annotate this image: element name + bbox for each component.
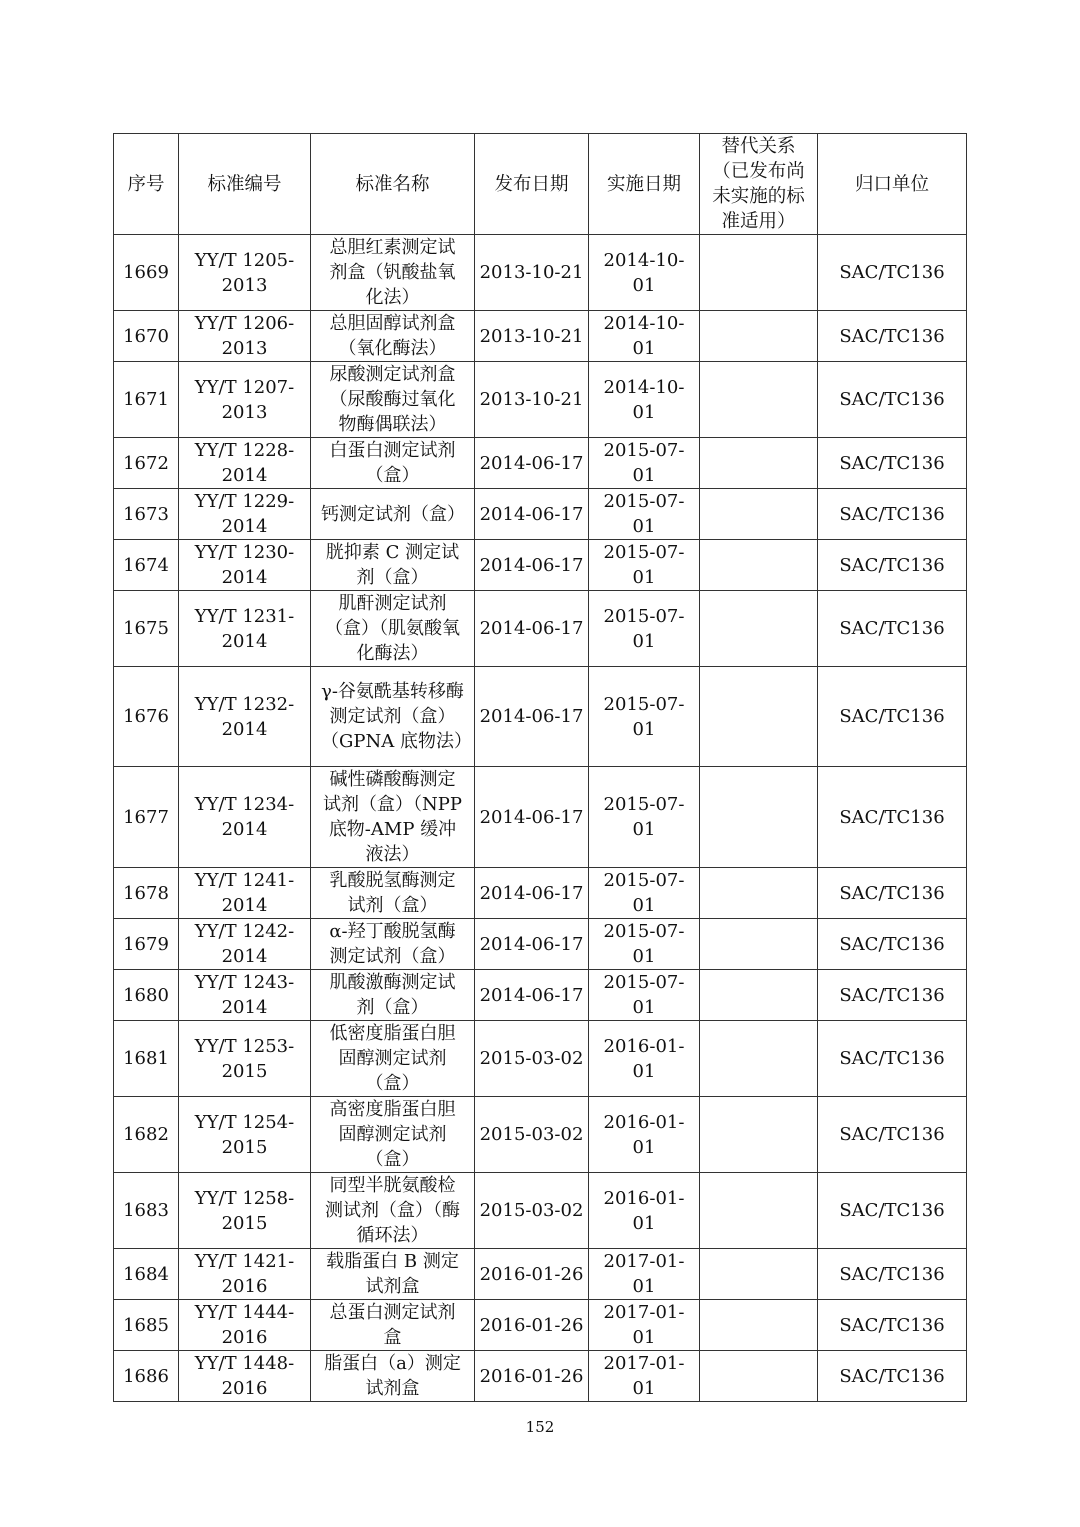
- table-row: [114, 667, 967, 767]
- cell-standard-code: YY/T 1421-2016: [179, 1249, 311, 1300]
- cell-standard-code: YY/T 1234-2014: [179, 767, 311, 868]
- cell-implement-date: 2016-01-01: [589, 1097, 700, 1173]
- table-row: [114, 311, 967, 362]
- header-publish-date: 发布日期: [475, 134, 589, 235]
- cell-standard-code: YY/T 1205-2013: [179, 235, 311, 311]
- cell-implement-date: 2016-01-01: [589, 1021, 700, 1097]
- table-row: [114, 1351, 967, 1402]
- cell-implement-date: 2017-01-01: [589, 1249, 700, 1300]
- cell-unit: SAC/TC136: [818, 540, 967, 591]
- cell-implement-date: 2015-07-01: [589, 970, 700, 1021]
- table-row: [114, 767, 967, 868]
- cell-publish-date: 2014-06-17: [475, 438, 589, 489]
- header-replacement: 替代关系（已发布尚未实施的标准适用）: [700, 134, 818, 235]
- cell-publish-date: 2014-06-17: [475, 970, 589, 1021]
- cell-implement-date: 2015-07-01: [589, 767, 700, 868]
- table-body: [114, 235, 967, 1402]
- cell-unit: SAC/TC136: [818, 1351, 967, 1402]
- cell-serial: 1679: [114, 919, 179, 970]
- cell-unit: SAC/TC136: [818, 767, 967, 868]
- table-row: [114, 438, 967, 489]
- cell-serial: 1680: [114, 970, 179, 1021]
- cell-publish-date: 2013-10-21: [475, 235, 589, 311]
- cell-serial: 1683: [114, 1173, 179, 1249]
- cell-implement-date: 2014-10-01: [589, 311, 700, 362]
- cell-serial: 1674: [114, 540, 179, 591]
- table-row: [114, 362, 967, 438]
- cell-publish-date: 2015-03-02: [475, 1021, 589, 1097]
- cell-implement-date: 2017-01-01: [589, 1300, 700, 1351]
- cell-unit: SAC/TC136: [818, 489, 967, 540]
- cell-standard-name: 低密度脂蛋白胆固醇测定试剂（盒）: [311, 1021, 475, 1097]
- cell-standard-code: YY/T 1243-2014: [179, 970, 311, 1021]
- cell-standard-code: YY/T 1206-2013: [179, 311, 311, 362]
- cell-unit: SAC/TC136: [818, 1021, 967, 1097]
- cell-standard-code: YY/T 1448-2016: [179, 1351, 311, 1402]
- cell-unit: SAC/TC136: [818, 970, 967, 1021]
- cell-serial: 1670: [114, 311, 179, 362]
- header-implement-date: 实施日期: [589, 134, 700, 235]
- cell-implement-date: 2015-07-01: [589, 667, 700, 767]
- cell-implement-date: 2015-07-01: [589, 591, 700, 667]
- cell-unit: SAC/TC136: [818, 1173, 967, 1249]
- header-unit: 归口单位: [818, 134, 967, 235]
- table-row: [114, 1173, 967, 1249]
- cell-unit: SAC/TC136: [818, 868, 967, 919]
- table-row: [114, 1300, 967, 1351]
- cell-standard-code: YY/T 1228-2014: [179, 438, 311, 489]
- cell-standard-name: 高密度脂蛋白胆固醇测定试剂（盒）: [311, 1097, 475, 1173]
- cell-implement-date: 2017-01-01: [589, 1351, 700, 1402]
- cell-serial: 1684: [114, 1249, 179, 1300]
- cell-standard-name: 肌酸激酶测定试剂（盒）: [311, 970, 475, 1021]
- cell-standard-name: α-羟丁酸脱氢酶测定试剂（盒）: [311, 919, 475, 970]
- cell-implement-date: 2016-01-01: [589, 1173, 700, 1249]
- cell-standard-code: YY/T 1231-2014: [179, 591, 311, 667]
- cell-replacement: [700, 1021, 818, 1097]
- cell-replacement: [700, 489, 818, 540]
- cell-serial: 1682: [114, 1097, 179, 1173]
- table-row: [114, 489, 967, 540]
- cell-serial: 1677: [114, 767, 179, 868]
- cell-unit: SAC/TC136: [818, 919, 967, 970]
- cell-publish-date: 2016-01-26: [475, 1351, 589, 1402]
- cell-replacement: [700, 540, 818, 591]
- cell-replacement: [700, 311, 818, 362]
- cell-replacement: [700, 1173, 818, 1249]
- cell-standard-code: YY/T 1232-2014: [179, 667, 311, 767]
- cell-standard-name: 总胆固醇试剂盒（氧化酶法）: [311, 311, 475, 362]
- cell-standard-code: YY/T 1242-2014: [179, 919, 311, 970]
- cell-unit: SAC/TC136: [818, 438, 967, 489]
- cell-serial: 1681: [114, 1021, 179, 1097]
- cell-standard-code: YY/T 1254-2015: [179, 1097, 311, 1173]
- cell-standard-name: γ-谷氨酰基转移酶测定试剂（盒）（GPNA 底物法）: [311, 667, 475, 767]
- cell-standard-code: YY/T 1207-2013: [179, 362, 311, 438]
- cell-standard-name: 乳酸脱氢酶测定试剂（盒）: [311, 868, 475, 919]
- cell-publish-date: 2014-06-17: [475, 540, 589, 591]
- cell-publish-date: 2014-06-17: [475, 591, 589, 667]
- table-row: [114, 868, 967, 919]
- table-header: [114, 134, 967, 235]
- cell-serial: 1672: [114, 438, 179, 489]
- cell-implement-date: 2015-07-01: [589, 438, 700, 489]
- cell-replacement: [700, 767, 818, 868]
- cell-implement-date: 2015-07-01: [589, 919, 700, 970]
- cell-replacement: [700, 362, 818, 438]
- cell-replacement: [700, 1097, 818, 1173]
- cell-publish-date: 2014-06-17: [475, 489, 589, 540]
- cell-standard-name: 胱抑素 C 测定试剂（盒）: [311, 540, 475, 591]
- table-row: [114, 1249, 967, 1300]
- cell-serial: 1686: [114, 1351, 179, 1402]
- cell-implement-date: 2014-10-01: [589, 362, 700, 438]
- cell-standard-name: 总蛋白测定试剂盒: [311, 1300, 475, 1351]
- cell-serial: 1675: [114, 591, 179, 667]
- cell-standard-name: 碱性磷酸酶测定试剂（盒）（NPP 底物-AMP 缓冲液法）: [311, 767, 475, 868]
- cell-standard-name: 尿酸测定试剂盒（尿酸酶过氧化物酶偶联法）: [311, 362, 475, 438]
- cell-standard-code: YY/T 1258-2015: [179, 1173, 311, 1249]
- header-standard-code: 标准编号: [179, 134, 311, 235]
- cell-standard-name: 肌酐测定试剂（盒）（肌氨酸氧化酶法）: [311, 591, 475, 667]
- cell-implement-date: 2015-07-01: [589, 489, 700, 540]
- cell-standard-name: 脂蛋白（a）测定试剂盒: [311, 1351, 475, 1402]
- cell-serial: 1685: [114, 1300, 179, 1351]
- cell-standard-name: 白蛋白测定试剂（盒）: [311, 438, 475, 489]
- table-row: [114, 1021, 967, 1097]
- cell-publish-date: 2014-06-17: [475, 919, 589, 970]
- table-row: [114, 591, 967, 667]
- cell-unit: SAC/TC136: [818, 667, 967, 767]
- cell-replacement: [700, 1351, 818, 1402]
- cell-standard-name: 钙测定试剂（盒）: [311, 489, 475, 540]
- cell-standard-name: 载脂蛋白 B 测定试剂盒: [311, 1249, 475, 1300]
- cell-standard-code: YY/T 1230-2014: [179, 540, 311, 591]
- cell-implement-date: 2015-07-01: [589, 868, 700, 919]
- standards-table: [113, 133, 967, 1402]
- cell-publish-date: 2016-01-26: [475, 1300, 589, 1351]
- cell-unit: SAC/TC136: [818, 311, 967, 362]
- table-row: [114, 235, 967, 311]
- cell-replacement: [700, 919, 818, 970]
- cell-replacement: [700, 438, 818, 489]
- cell-publish-date: 2014-06-17: [475, 868, 589, 919]
- table-row: [114, 1097, 967, 1173]
- cell-standard-code: YY/T 1253-2015: [179, 1021, 311, 1097]
- cell-replacement: [700, 667, 818, 767]
- cell-publish-date: 2014-06-17: [475, 667, 589, 767]
- cell-serial: 1669: [114, 235, 179, 311]
- cell-implement-date: 2014-10-01: [589, 235, 700, 311]
- cell-unit: SAC/TC136: [818, 235, 967, 311]
- header-serial: 序号: [114, 134, 179, 235]
- cell-replacement: [700, 1249, 818, 1300]
- cell-standard-name: 同型半胱氨酸检测试剂（盒）（酶循环法）: [311, 1173, 475, 1249]
- cell-publish-date: 2013-10-21: [475, 311, 589, 362]
- cell-publish-date: 2015-03-02: [475, 1097, 589, 1173]
- cell-publish-date: 2015-03-02: [475, 1173, 589, 1249]
- cell-serial: 1673: [114, 489, 179, 540]
- cell-standard-code: YY/T 1229-2014: [179, 489, 311, 540]
- cell-unit: SAC/TC136: [818, 1097, 967, 1173]
- cell-replacement: [700, 868, 818, 919]
- cell-standard-code: YY/T 1444-2016: [179, 1300, 311, 1351]
- page-number: 152: [525, 1418, 555, 1436]
- cell-standard-name: 总胆红素测定试剂盒（钒酸盐氧化法）: [311, 235, 475, 311]
- cell-unit: SAC/TC136: [818, 1300, 967, 1351]
- cell-serial: 1676: [114, 667, 179, 767]
- cell-publish-date: 2014-06-17: [475, 767, 589, 868]
- cell-standard-code: YY/T 1241-2014: [179, 868, 311, 919]
- cell-publish-date: 2013-10-21: [475, 362, 589, 438]
- cell-implement-date: 2015-07-01: [589, 540, 700, 591]
- header-row: [114, 134, 967, 235]
- cell-publish-date: 2016-01-26: [475, 1249, 589, 1300]
- header-standard-name: 标准名称: [311, 134, 475, 235]
- table-row: [114, 919, 967, 970]
- cell-unit: SAC/TC136: [818, 362, 967, 438]
- cell-replacement: [700, 591, 818, 667]
- cell-unit: SAC/TC136: [818, 591, 967, 667]
- table-row: [114, 970, 967, 1021]
- cell-serial: 1678: [114, 868, 179, 919]
- cell-replacement: [700, 970, 818, 1021]
- cell-unit: SAC/TC136: [818, 1249, 967, 1300]
- table-row: [114, 540, 967, 591]
- cell-replacement: [700, 235, 818, 311]
- cell-serial: 1671: [114, 362, 179, 438]
- cell-replacement: [700, 1300, 818, 1351]
